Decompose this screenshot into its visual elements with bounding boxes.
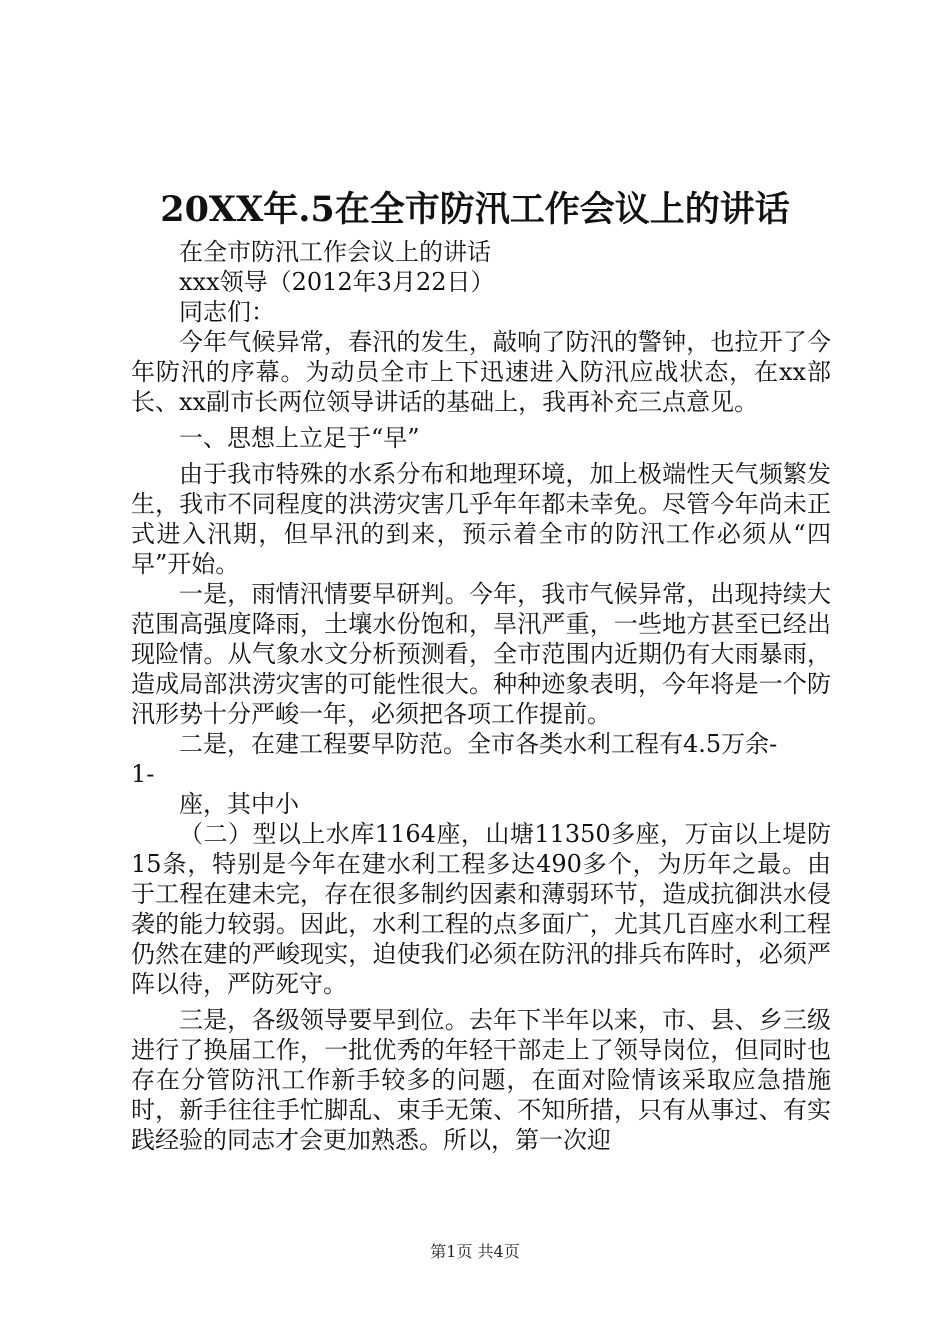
body-paragraph: 由于我市特殊的水系分布和地理环境，加上极端性天气频繁发生，我市不同程度的洪涝灾害几乎年年都未幸免。尽管今年尚未正式进入汛期，但早汛的到来，预示着全市的防汛工作必须从“四早”开始。 [131,460,831,578]
salutation-paragraph: 同志们： [179,298,275,326]
page-break-marker: 1- [131,760,155,788]
body-paragraph: 二是，在建工程要早防范。全市各类水利工程有4.5万余- [179,730,778,758]
body-paragraph: 三是，各级领导要早到位。去年下半年以来，市、县、乡三级进行了换届工作，一批优秀的年轻干部走上了领导岗位，但同时也存在分管防汛工作新手较多的问题，在面对险情该采取应急措施时，新手往往手忙脚乱、束手无策、不知所措，只有从事过、有实践经验的同志才会更加熟悉。所以，第一次迎 [131,1006,831,1154]
page-footer: 第1页 共4页 [430,1242,520,1261]
body-paragraph: 座，其中小 [179,790,299,818]
speaker-date-paragraph: xxx领导（2012年3月22日） [179,268,495,296]
subtitle-paragraph: 在全市防汛工作会议上的讲话 [179,238,491,266]
document-title: 20XX年.5在全市防汛工作会议上的讲话 [160,189,790,230]
section-heading-1: 一、思想上立足于“早” [179,424,420,452]
document-body [131,237,831,1155]
intro-paragraph: 今年气候异常，春汛的发生，敲响了防汛的警钟，也拉开了今年防汛的序幕。为动员全市上下迅速进入防汛应战状态，在xx部长、xx副市长两位领导讲话的基础上，我再补充三点意见。 [131,328,831,416]
body-paragraph: 一是，雨情汛情要早研判。今年，我市气候异常，出现持续大范围高强度降雨，土壤水份饱和，旱汛严重，一些地方甚至已经出现险情。从气象水文分析预测看，全市范围内近期仍有大雨暴雨，造成局部洪涝灾害的可能性很大。种种迹象表明，今年将是一个防汛形势十分严峻一年，必须把各项工作提前。 [131,580,831,728]
body-paragraph: （二）型以上水库1164座，山塘11350多座，万亩以上堤防15条，特别是今年在建水利工程多达490多个，为历年之最。由于工程在建未完，存在很多制约因素和薄弱环节，造成抗御洪水侵袭的能力较弱。因此，水利工程的点多面广，尤其几百座水利工程仍然在建的严峻现实，迫使我们必须在防汛的排兵布阵时，必须严阵以待，严防死守。 [131,820,831,998]
